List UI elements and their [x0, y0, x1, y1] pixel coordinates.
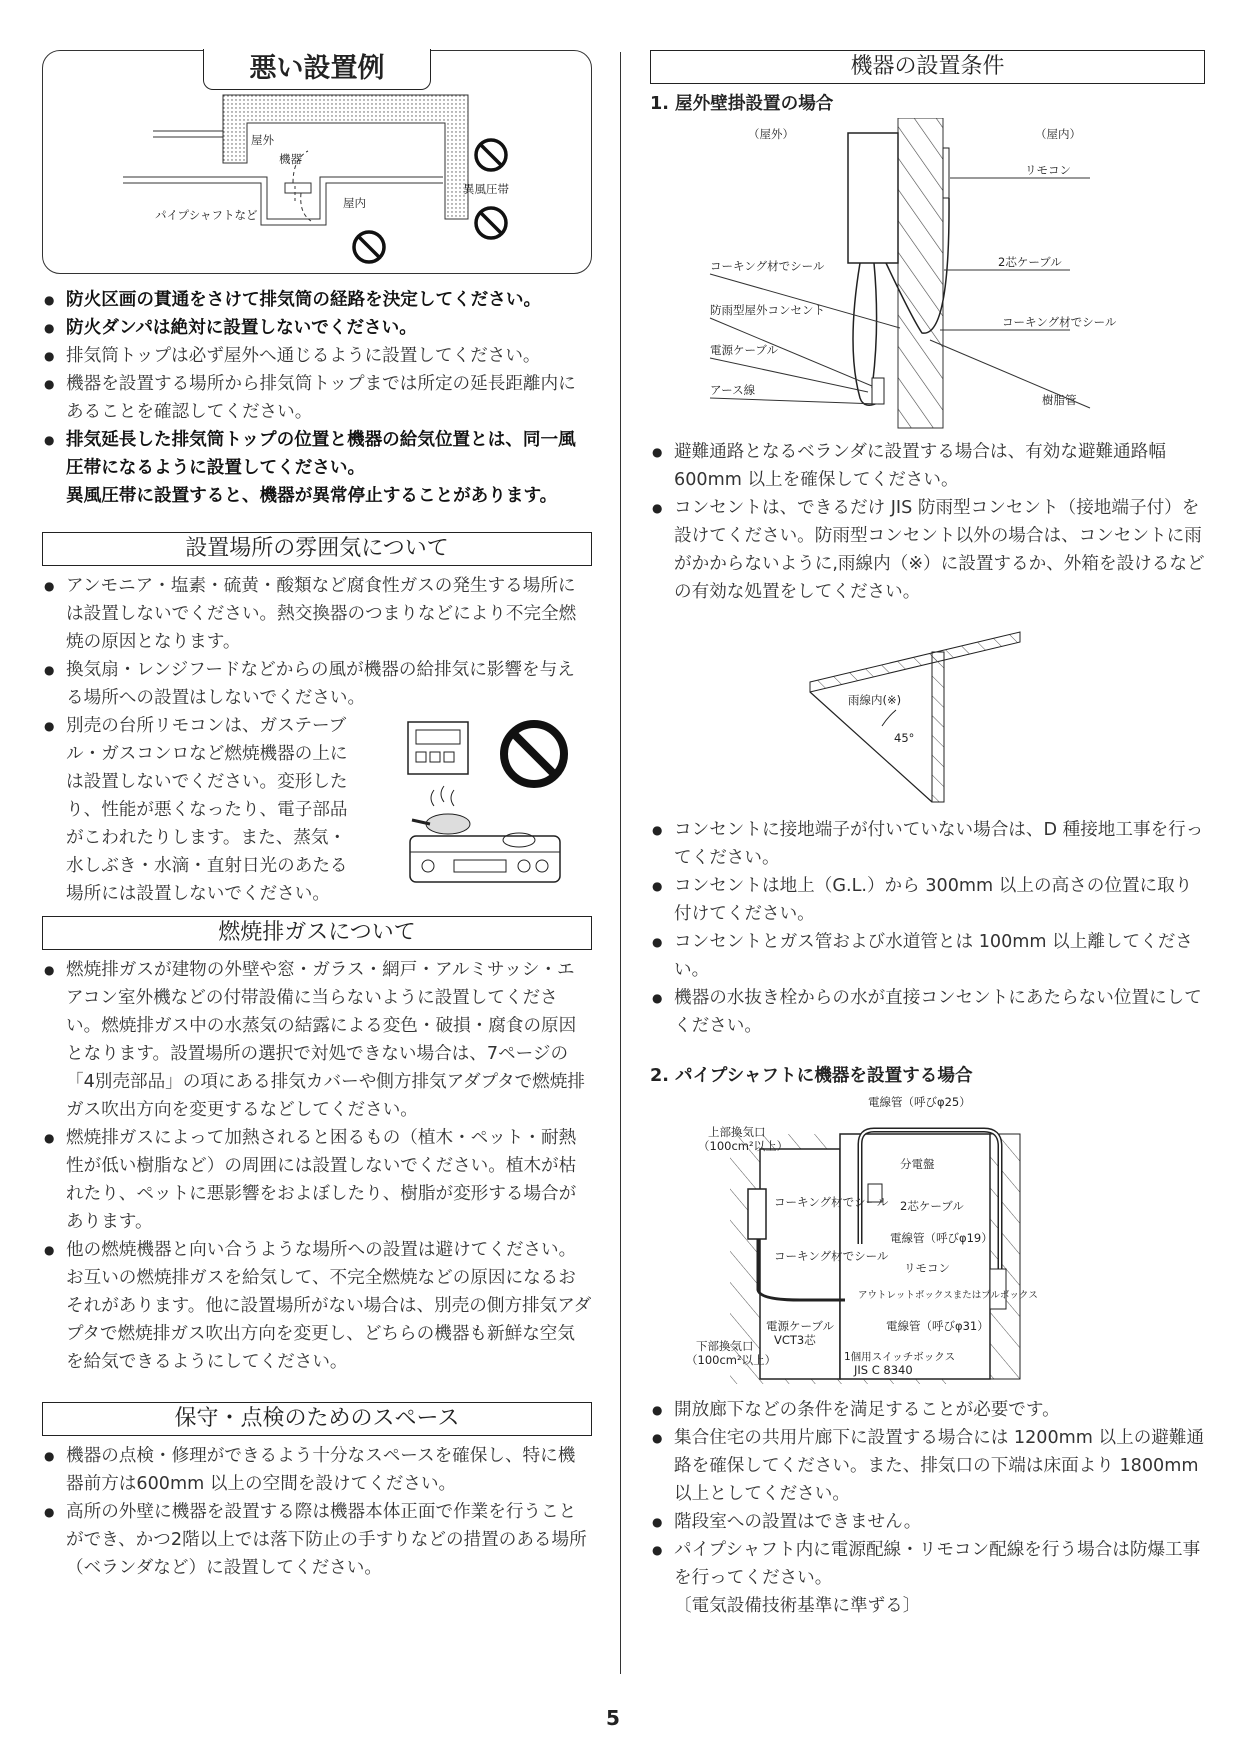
section1-list-b: [650, 816, 1205, 1040]
list-item: ● コンセントとガス管および水道管とは 100mm 以上離してください。: [650, 928, 1205, 984]
label-caulk1: コーキング材でシール: [710, 259, 825, 273]
bad-example-diagram: [43, 51, 593, 273]
label-earth: アース線: [710, 383, 756, 397]
list-item: ● 防火区画の貫通をさけて排気筒の経路を決定してください。: [42, 286, 592, 314]
list-item: ● 別売の台所リモコンは、ガステーブル・ガスコンロなど燃焼機器の上には設置しないでください。変形したり、性能が悪くなったり、電子部品がこわれたりします。また、蒸気・水しぶき・水滴・直射日光のあたる場所には設置しないでください。: [42, 712, 352, 908]
bad-example-list: [42, 286, 592, 482]
label-pipeshaft: パイプシャフトなど: [155, 208, 258, 222]
list-item: ● 機器の点検・修理ができるよう十分なスペースを確保し、特に機器前方は600mm 以上の空間を設けてください。: [42, 1442, 592, 1498]
list-item: ● 排気筒トップは必ず屋外へ通じるように設置してください。: [42, 342, 592, 370]
conditions-title: 機器の設置条件: [650, 50, 1205, 84]
atmosphere-list: [42, 572, 592, 712]
label-different-zone: 異風圧帯: [463, 182, 509, 196]
bad-example-box: [42, 50, 592, 274]
gas-stove-icon: [410, 786, 560, 882]
list-item: ● 集合住宅の共用片廊下に設置する場合には 1200mm 以上の避難通路を確保してください。また、排気口の下端は床面より 1800mm 以上としてください。: [650, 1424, 1205, 1508]
stove-remote-illustration: [404, 712, 584, 908]
list-item: ● 排気延長した排気筒トップの位置と機器の給気位置とは、同一風圧帯になるように設置してください。: [42, 426, 592, 482]
label-remote: リモコン: [1025, 163, 1071, 177]
list-item: ● 機器を設置する場所から排気筒トップまでは所定の延長距離内にあることを確認してください。: [42, 370, 592, 426]
section1-heading: 1. 屋外壁掛設置の場合: [650, 94, 834, 114]
list-item: ● コンセントは地上（G.L.）から 300mm 以上の高さの位置に取り付けてください。: [650, 872, 1205, 928]
water-heater: [748, 1189, 766, 1239]
label-power-cable: 電源ケーブル: [766, 1319, 834, 1333]
list-item: ● 換気扇・レンジフードなどからの風が機器の給排気に影響を与える場所への設置はしないでください。: [42, 656, 592, 712]
list-item: ● 燃焼排ガスによって加熱されると困るもの（植木・ペット・耐熱性が低い樹脂など）の周囲には設置しないでください。植木が枯れたり、ペットに悪影響をおよぼしたり、樹脂が変形する場合があります。: [42, 1124, 592, 1236]
atmosphere-title: 設置場所の雰囲気について: [42, 532, 592, 566]
column-divider: [620, 52, 621, 1674]
list-item: ● 防火ダンパは絶対に設置しないでください。: [42, 314, 592, 342]
list-item: ● 機器の水抜き栓からの水が直接コンセントにあたらない位置にしてください。: [650, 984, 1205, 1040]
section2-heading: 2. パイプシャフトに機器を設置する場合: [650, 1066, 973, 1086]
prohibition-icon: [354, 232, 384, 262]
outlet-box: [990, 1269, 1006, 1309]
label-rain-line: 雨線内(※): [848, 693, 902, 707]
label-conduit19: 電線管（呼びφ19）: [890, 1231, 993, 1245]
label-resin-pipe: 樹脂管: [1042, 393, 1077, 407]
prohibition-icon: [504, 724, 564, 784]
label-cable2: 2芯ケーブル: [900, 1199, 964, 1213]
rain-line-diagram: [650, 612, 1205, 812]
label-conduit31: 電線管（呼びφ31）: [886, 1319, 989, 1333]
list-item: ● 他の燃焼機器と向い合うような場所への設置は避けてください。お互いの燃焼排ガスを給気して、不完全燃焼などの原因になるおそれがあります。他に設置場所がない場合は、別売の側方排気アダプタで燃焼排ガス吹出方向を変更し、どちらの機器も新鮮な空気を給気できるようにしてください。: [42, 1236, 592, 1376]
list-item: ● アンモニア・塩素・硫黄・酸類など腐食性ガスの発生する場所には設置しないでください。熱交換器のつまりなどにより不完全燃焼の原因となります。: [42, 572, 592, 656]
exhaust-title: 燃焼排ガスについて: [42, 916, 592, 950]
water-heater: [848, 133, 898, 263]
list-item: ● 燃焼排ガスが建物の外壁や窓・ガラス・網戸・アルミサッシ・エアコン室外機などの付帯設備に当らないように設置してください。燃焼排ガス中の水蒸気の結露による変色・破損・腐食の原因となります。設置場所の選択で対処できない場合は、7ページの「4別売部品」の項にある排気カバーや側方排気アダプタで燃焼排ガス吹出方向を変更するなどしてください。: [42, 956, 592, 1124]
bad-example-note: 異風圧帯に設置すると、機器が異常停止することがあります。: [66, 486, 558, 506]
label-indoor: 屋内: [343, 196, 366, 210]
label-angle: 45°: [894, 731, 915, 745]
list-item: ● コンセントに接地端子が付いていない場合は、D 種接地工事を行ってください。: [650, 816, 1205, 872]
list-item: ● パイプシャフト内に電源配線・リモコン配線を行う場合は防爆工事を行ってください。: [650, 1536, 1205, 1592]
outdoor-outlet: [872, 378, 884, 404]
page-number: 5: [606, 1706, 620, 1730]
label-breaker: 分電盤: [900, 1157, 935, 1171]
label-caulk1: コーキング材でシール: [774, 1195, 889, 1209]
maintenance-title: 保守・点検のためのスペース: [42, 1402, 592, 1436]
remote-control: [943, 148, 949, 198]
label-outlet: 防雨型屋外コンセント: [710, 303, 825, 317]
list-item: ● 高所の外壁に機器を設置する際は機器本体正面で作業を行うことができ、かつ2階以上では落下防止の手すりなどの措置のある場所（ベランダなど）に設置してください。: [42, 1498, 592, 1582]
label-lower-vent: 下部換気口: [696, 1339, 754, 1353]
label-remote: リモコン: [904, 1261, 950, 1275]
right-column: [650, 50, 1205, 1620]
label-lower-vent-area: （100cm²以上）: [686, 1353, 777, 1367]
wall-mount-diagram: [650, 118, 1205, 438]
list-item: ● コンセントは、できるだけ JIS 防雨型コンセント（接地端子付）を設けてください。防雨型コンセント以外の場合は、コンセントに雨がかからないように,雨線内（※）に設置するか、外箱を設けるなどの有効な処置をしてください。: [650, 494, 1205, 606]
list-item: ● 避難通路となるベランダに設置する場合は、有効な避難通路幅600mm 以上を確保してください。: [650, 438, 1205, 494]
prohibition-icon: [476, 140, 506, 170]
label-vct: VCT3芯: [774, 1333, 816, 1347]
label-device: 機器: [279, 152, 302, 166]
label-jis: JIS C 8340: [854, 1363, 913, 1377]
exhaust-list: [42, 956, 592, 1376]
remote-warning-block: [42, 712, 592, 908]
pipe-shaft-diagram: [650, 1094, 1205, 1390]
label-power-cable: 電源ケーブル: [710, 343, 778, 357]
label-outlet-box: アウトレットボックスまたはプルボックス: [858, 1290, 1038, 1301]
label-caulk2: コーキング材でシール: [1002, 315, 1117, 329]
label-conduit25: 電線管（呼びφ25）: [868, 1095, 971, 1109]
list-item: ● 開放廊下などの条件を満足することが必要です。: [650, 1396, 1205, 1424]
maintenance-list: [42, 1442, 592, 1582]
left-column: [42, 50, 592, 1582]
label-cable2: 2芯ケーブル: [998, 255, 1062, 269]
list-item: ● 階段室への設置はできません。: [650, 1508, 1205, 1536]
label-outdoor: （屋外）: [748, 127, 794, 141]
label-caulk2: コーキング材でシール: [774, 1249, 889, 1263]
label-outdoor: 屋外: [251, 133, 274, 147]
label-upper-vent: 上部換気口: [708, 1125, 766, 1139]
label-indoor: （屋内）: [1035, 127, 1081, 141]
section1-list-a: [650, 438, 1205, 606]
label-switch-box: 1個用スイッチボックス: [844, 1351, 956, 1363]
prohibition-icon: [476, 208, 506, 238]
section2-list: [650, 1396, 1205, 1592]
label-upper-vent-area: （100cm²以上）: [698, 1139, 789, 1153]
section2-note: 〔電気設備技術基準に準ずる〕: [674, 1596, 921, 1616]
bad-example-title: 悪い設置例: [203, 49, 431, 90]
